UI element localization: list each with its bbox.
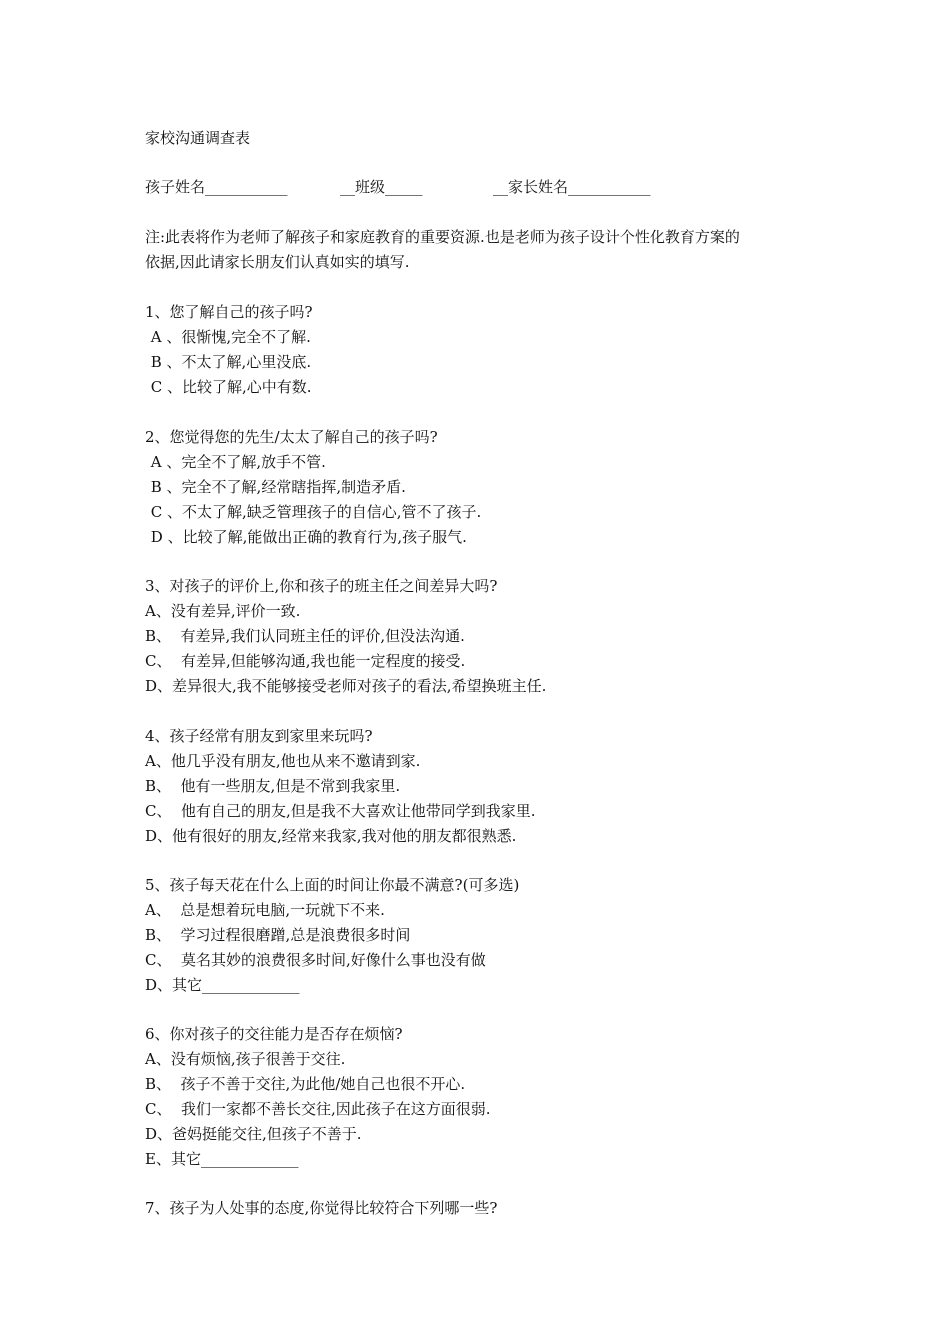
- question-option: C 、不太了解,缺乏管理孩子的自信心,管不了孩子.: [146, 503, 482, 521]
- question-option: C、 我们一家都不善长交往,因此孩子在这方面很弱.: [145, 1100, 491, 1118]
- question-option: C、 莫名其妙的浪费很多时间,好像什么事也没有做: [145, 951, 486, 969]
- question-option: B、 孩子不善于交往,为此他/她自己也很不开心.: [145, 1075, 466, 1093]
- question-option: B、 有差异,我们认同班主任的评价,但没法沟通.: [145, 627, 465, 645]
- question-option: B 、不太了解,心里没底.: [146, 353, 312, 371]
- question-text: 3、对孩子的评价上,你和孩子的班主任之间差异大吗?: [145, 577, 498, 595]
- question-option: D、爸妈挺能交往,但孩子不善于.: [145, 1125, 362, 1143]
- question-option: C 、比较了解,心中有数.: [146, 378, 312, 396]
- question-option: D、差异很大,我不能够接受老师对孩子的看法,希望换班主任.: [145, 677, 547, 695]
- child-name-field: 孩子姓名___________: [145, 178, 288, 196]
- question-text: 4、孩子经常有朋友到家里来玩吗?: [145, 727, 373, 745]
- question-option: A、 总是想着玩电脑,一玩就下不来.: [145, 901, 385, 919]
- doc-title: 家校沟通调查表: [145, 129, 251, 147]
- question-option: B、 学习过程很磨蹭,总是浪费很多时间: [145, 926, 411, 944]
- question-option: A、他几乎没有朋友,他也从来不邀请到家.: [145, 752, 421, 770]
- question-option: B、 他有一些朋友,但是不常到我家里.: [145, 777, 401, 795]
- question-text: 7、孩子为人处事的态度,你觉得比较符合下列哪一些?: [145, 1199, 498, 1217]
- note-line: 依据,因此请家长朋友们认真如实的填写.: [145, 253, 410, 271]
- question-option: B 、完全不了解,经常瞎指挥,制造矛盾.: [146, 478, 406, 496]
- question-option: E、其它_____________: [145, 1150, 299, 1168]
- note-line: 注:此表将作为老师了解孩子和家庭教育的重要资源.也是老师为孩子设计个性化教育方案的: [145, 228, 740, 246]
- parent-name-field: __家长姓名___________: [493, 178, 651, 196]
- class-field: __班级_____: [340, 178, 423, 196]
- question-text: 2、您觉得您的先生/太太了解自己的孩子吗?: [145, 428, 438, 446]
- question-text: 6、你对孩子的交往能力是否存在烦恼?: [145, 1025, 403, 1043]
- question-option: C、 他有自己的朋友,但是我不大喜欢让他带同学到我家里.: [145, 802, 536, 820]
- question-option: D、他有很好的朋友,经常来我家,我对他的朋友都很熟悉.: [145, 827, 517, 845]
- question-text: 5、孩子每天花在什么上面的时间让你最不满意?(可多选): [145, 876, 520, 894]
- question-option: A、没有差异,评价一致.: [145, 602, 301, 620]
- question-option: D 、比较了解,能做出正确的教育行为,孩子服气.: [146, 528, 467, 546]
- question-option: A 、完全不了解,放手不管.: [146, 453, 326, 471]
- question-option: A、没有烦恼,孩子很善于交往.: [145, 1050, 346, 1068]
- question-option: A 、很惭愧,完全不了解.: [146, 328, 311, 346]
- question-text: 1、您了解自己的孩子吗?: [145, 303, 313, 321]
- question-option: D、其它_____________: [145, 976, 300, 994]
- question-option: C、 有差异,但能够沟通,我也能一定程度的接受.: [145, 652, 466, 670]
